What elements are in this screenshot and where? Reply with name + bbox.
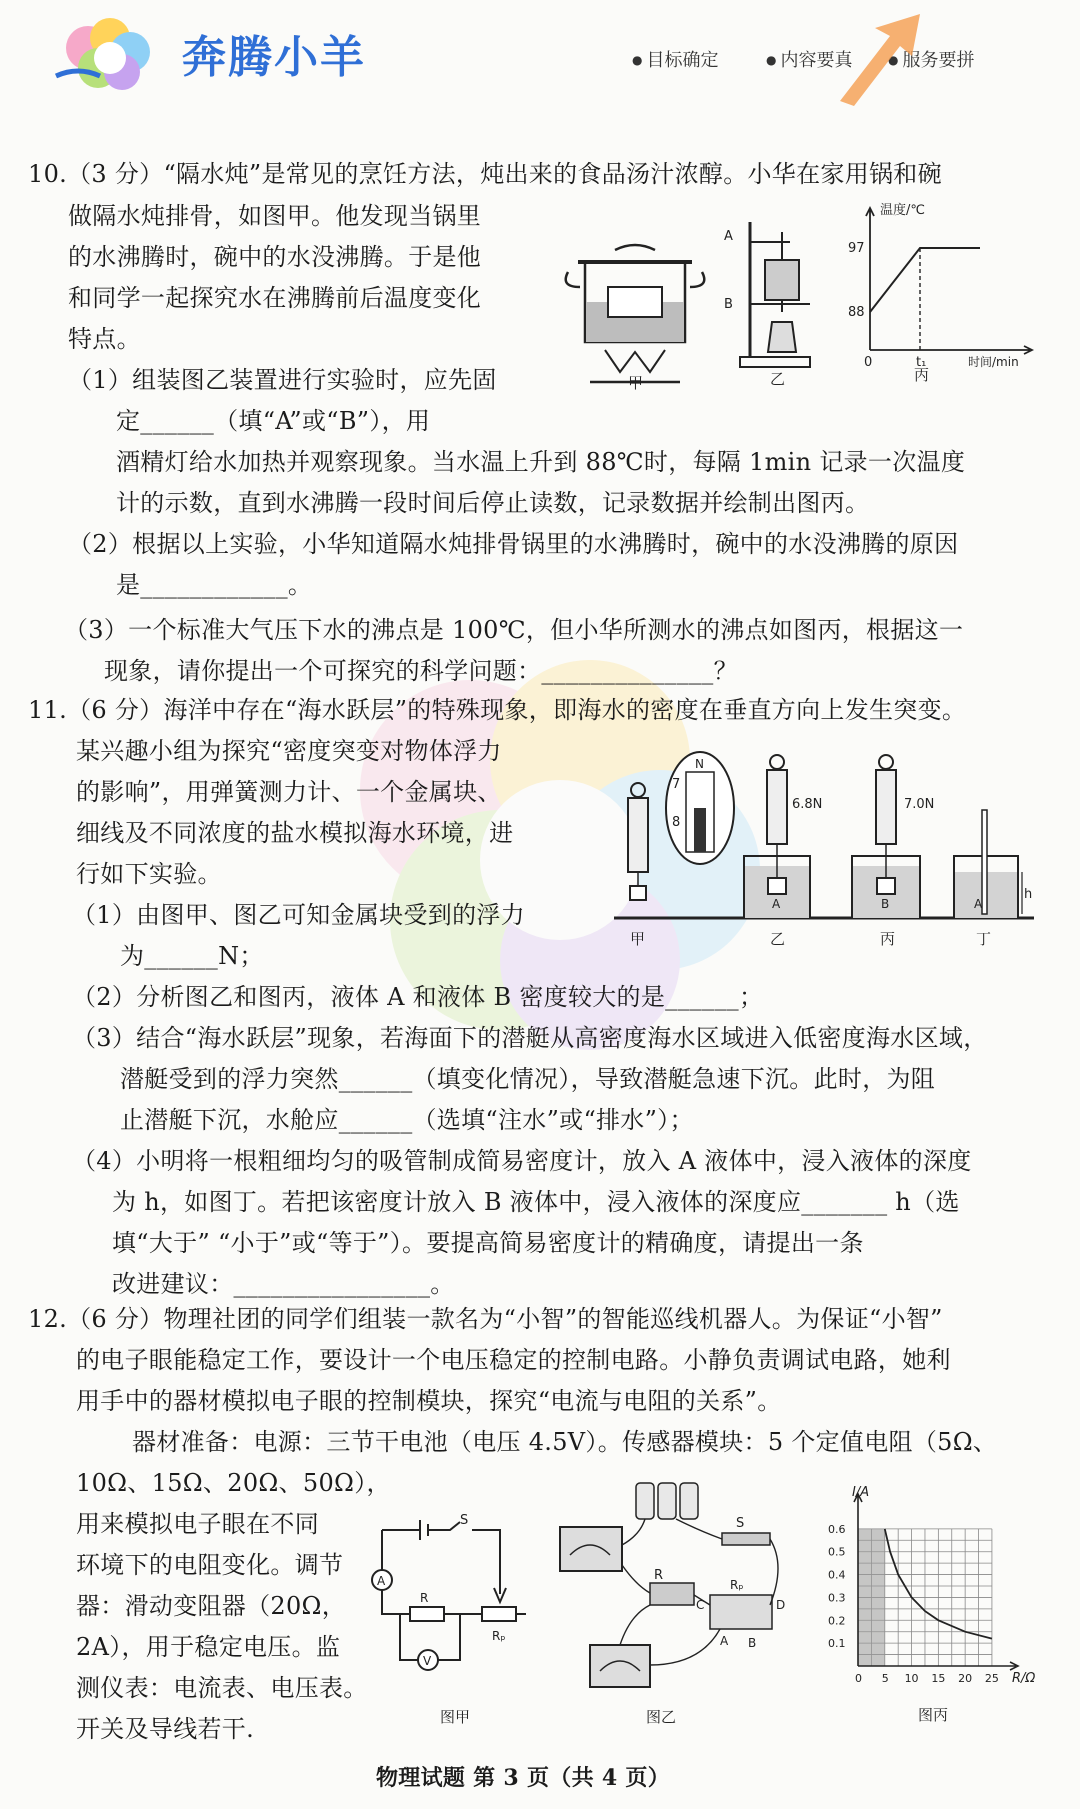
chart-y-tick-label: 0.1 (828, 1637, 846, 1651)
q10-graph-xtick-t1: t₁ (916, 355, 927, 370)
q11-scale-unit: N (695, 757, 704, 771)
q10-pot-figure (560, 232, 710, 392)
q12-line-0: 12.（6 分）物理社团的同学们组装一款名为“小智”的智能巡线机器人。为保证“小智” (28, 1305, 943, 1333)
q10-fig-label-jia: 甲 (628, 374, 644, 392)
q10-apparatus-B: B (724, 297, 733, 312)
q12-line-7: 器：滑动变阻器（20Ω， (76, 1592, 347, 1620)
page-footer: 物理试题 第 3 页（共 4 页） (376, 1765, 671, 1791)
q11-line-3: 细线及不同浓度的盐水模拟海水环境，进 (76, 819, 514, 847)
q12-photo-D: D (776, 1598, 786, 1612)
q11-scale-7: 7 (672, 777, 681, 792)
q11-line-8: （3）结合“海水跃层”现象，若海面下的潜艇从高密度海水区域进入低密度海水区域， (72, 1024, 988, 1052)
q12-circuit-Rp: Rₚ (492, 1629, 506, 1643)
chart-xlabel: R/Ω (1012, 1671, 1036, 1686)
q11-fig-label-ding: 丁 (976, 930, 992, 948)
chart-ticks (828, 1523, 999, 1685)
logo (48, 10, 178, 100)
q10-graph-ytick-88: 88 (848, 305, 865, 320)
q10-apparatus-A: A (724, 229, 733, 244)
q12-circuit-voltmeter: V (423, 1654, 432, 1668)
q10-line-9: （2）根据以上实验，小华知道隔水炖排骨锅里的水沸腾时，碗中的水没沸腾的原因 (68, 530, 959, 558)
chart-x-tick-label: 10 (904, 1672, 919, 1685)
q11-line-13: 填“大于” “小于”或“等于”）。要提高简易密度计的精确度，请提出一条 (112, 1229, 864, 1257)
q11-line-10: 止潜艇下沉，水舱应______（选填“注水”或“排水”）； (120, 1106, 694, 1134)
q12-fig-label-jia: 图甲 (440, 1708, 471, 1726)
q11-fig-label-bing: 丙 (880, 930, 896, 948)
q12-circuit-diagram (360, 1510, 540, 1700)
q10-line-8: 计的示数，直到水沸腾一段时间后停止读数，记录数据并绘制出图丙。 (116, 489, 870, 517)
q10-graph-xlabel: 时间/min (968, 355, 1019, 369)
q11-buoyancy-figure (614, 748, 1044, 948)
q10-temperature-graph (840, 200, 1040, 370)
chart-x-tick-label: 15 (931, 1672, 946, 1685)
q12-line-4: 10Ω、15Ω、20Ω、50Ω）， (76, 1469, 391, 1497)
q10-fig-label-yi: 乙 (770, 370, 786, 388)
q11-line-6: 为______N； (120, 942, 264, 970)
chart-y-tick-label: 0.4 (828, 1568, 846, 1582)
q12-line-8: 2A），用于稳定电压。监 (76, 1633, 341, 1661)
q12-circuit-ammeter: A (377, 1574, 386, 1588)
chart-x-tick-label: 0 (855, 1672, 862, 1685)
q10-line-1: 做隔水炖排骨，如图甲。他发现当锅里 (68, 202, 482, 230)
q10-line-12: 现象，请你提出一个可探究的科学问题：______________？ (104, 657, 738, 685)
q11-line-4: 行如下实验。 (76, 860, 222, 888)
chart-shaded-region (858, 1529, 885, 1666)
q10-line-4: 特点。 (68, 325, 141, 353)
q12-photo-Rp: Rₚ (730, 1578, 744, 1592)
brand-name: 奔腾小羊 (182, 32, 366, 83)
q12-line-3: 器材准备：电源：三节干电池（电压 4.5V）。传感器模块：5 个定值电阻（5Ω、 (132, 1428, 998, 1456)
q11-liquid-yi: A (772, 897, 781, 911)
q12-line-6: 环境下的电阻变化。调节 (76, 1551, 344, 1579)
sheep-logo-icon (48, 10, 178, 100)
q12-line-1: 的电子眼能稳定工作，要设计一个电压稳定的控制电路。小静负责调试电路，她利 (76, 1346, 951, 1374)
q11-line-5: （1）由图甲、图乙可知金属块受到的浮力 (72, 901, 525, 929)
q12-line-10: 开关及导线若干. (76, 1715, 255, 1743)
q10-stand-figure (720, 212, 820, 382)
q11-liquid-bing: B (881, 897, 890, 911)
q11-line-11: （4）小明将一根粗细均匀的吸管制成简易密度计，放入 A 液体中，浸入液体的深度 (72, 1147, 972, 1175)
chart-y-tick-label: 0.2 (828, 1614, 846, 1628)
q11-line-14: 改进建议：________________。 (112, 1270, 455, 1298)
q10-line-11: （3）一个标准大气压下水的沸点是 100℃，但小华所测水的沸点如图丙，根据这一 (64, 616, 964, 644)
q12-circuit-R: R (420, 1591, 429, 1605)
q11-liquid-ding: A (974, 897, 983, 911)
q12-fig-label-yi: 图乙 (646, 1708, 677, 1726)
tag-3: ● 服务要拼 (888, 48, 974, 73)
q10-fig-label-bing: 丙 (914, 366, 930, 384)
q12-photo-B: B (748, 1636, 757, 1650)
q10-line-0: 10.（3 分）“隔水炖”是常见的烹饪方法，炖出来的食品汤汁浓醇。小华在家用锅和碗 (28, 160, 942, 188)
q12-line-9: 测仪表：电流表、电压表。 (76, 1674, 368, 1702)
q11-line-7: （2）分析图乙和图丙，液体 A 和液体 B 密度较大的是______； (72, 983, 764, 1011)
q12-fig-label-bing: 图丙 (918, 1706, 949, 1724)
chart-ylabel: I/A (852, 1485, 870, 1500)
q11-reading-yi: 6.8N (792, 797, 823, 812)
q12-photo-S: S (736, 1516, 745, 1531)
q11-line-12: 为 h，如图丁。若把该密度计放入 B 液体中，浸入液体的深度应_______ h（选 (112, 1188, 960, 1216)
tag-2: ● 内容要真 (766, 48, 852, 73)
q12-photo-C: C (696, 1598, 705, 1612)
chart-y-tick-label: 0.3 (828, 1591, 846, 1605)
q12-line-5: 用来模拟电子眼在不同 (76, 1510, 319, 1538)
q11-scale-8: 8 (672, 815, 681, 830)
q12-photo-A: A (720, 1634, 729, 1648)
chart-x-tick-label: 20 (958, 1672, 973, 1685)
q10-line-6: 定______（填“A”或“B”），用 (116, 407, 431, 435)
q11-fig-label-jia: 甲 (630, 930, 646, 948)
q11-line-0: 11.（6 分）海洋中存在“海水跃层”的特殊现象，即海水的密度在垂直方向上发生突变。 (28, 696, 967, 724)
q10-line-7: 酒精灯给水加热并观察现象。当水温上升到 88℃时，每隔 1min 记录一次温度 (116, 448, 966, 476)
q11-reading-bing: 7.0N (904, 797, 935, 812)
q11-line-2: 的影响”，用弹簧测力计、一个金属块、 (76, 778, 502, 806)
q10-graph-ytick-97: 97 (848, 241, 865, 256)
q10-line-10: 是____________。 (116, 571, 313, 599)
q10-line-2: 的水沸腾时，碗中的水没沸腾。于是他 (68, 243, 482, 271)
tag-1: ● 目标确定 (632, 48, 718, 73)
chart-y-tick-label: 0.5 (828, 1545, 846, 1559)
chart-x-tick-label: 5 (881, 1672, 889, 1685)
q12-line-2: 用手中的器材模拟电子眼的控制模块，探究“电流与电阻的关系”。 (76, 1387, 782, 1415)
chart-y-tick-label: 0.6 (828, 1522, 846, 1536)
q11-line-9: 潜艇受到的浮力突然______（填变化情况），导致潜艇急速下沉。此时，为阻 (120, 1065, 936, 1093)
q11-depth-h: h (1024, 887, 1033, 902)
q11-line-1: 某兴趣小组为探究“密度突变对物体浮力 (76, 737, 502, 765)
q10-graph-ylabel: 温度/℃ (880, 203, 925, 218)
q10-graph-origin: 0 (864, 355, 873, 370)
q10-line-5: （1）组装图乙装置进行实验时，应先固 (68, 366, 497, 394)
q12-photo-R: R (654, 1568, 664, 1583)
q11-fig-label-yi: 乙 (770, 930, 786, 948)
q12-circuit-S: S (460, 1513, 469, 1528)
q10-line-3: 和同学一起探究水在沸腾前后温度变化 (68, 284, 482, 312)
arrow-decoration-icon (820, 6, 930, 106)
q12-real-circuit (550, 1475, 790, 1705)
q12-current-resistance-chart (816, 1480, 1046, 1700)
chart-x-tick-label: 25 (984, 1672, 999, 1685)
